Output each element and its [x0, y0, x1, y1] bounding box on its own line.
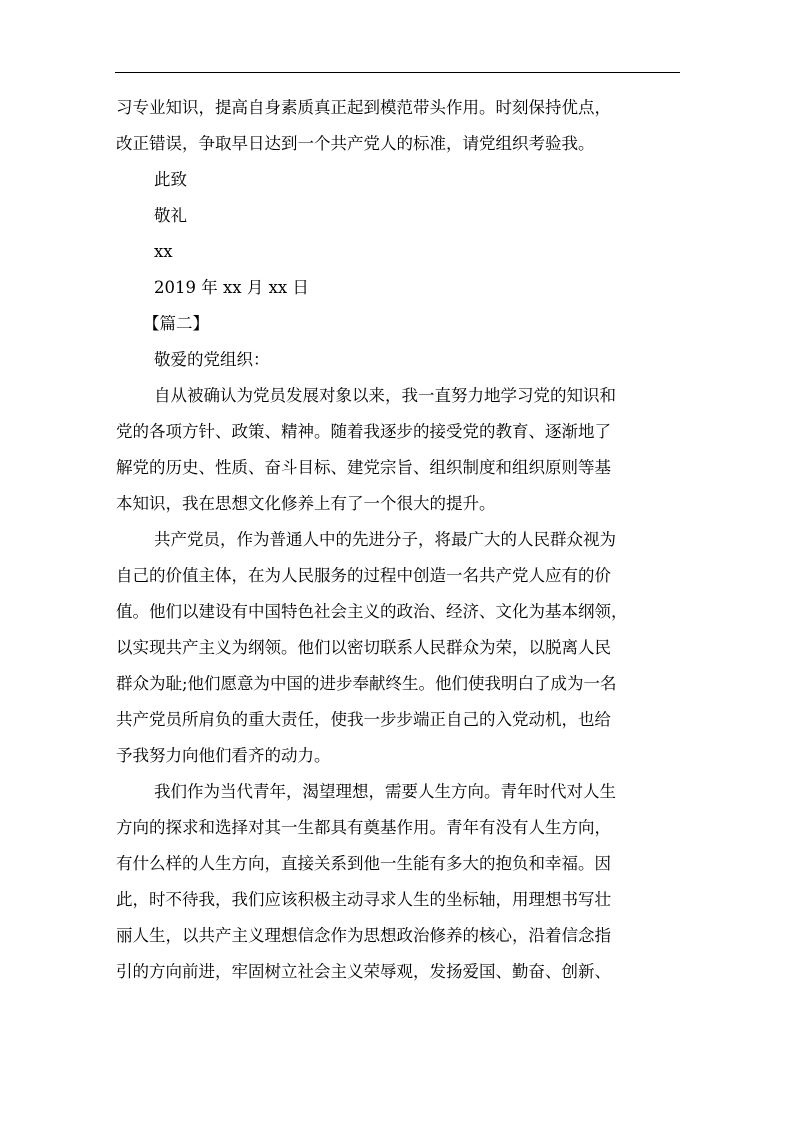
- paragraph-line: 我们作为当代青年，渴望理想，需要人生方向。青年时代对人生: [154, 782, 616, 801]
- header-rule: [115, 72, 680, 73]
- paragraph-line: 有什么样的人生方向，直接关系到他一生能有多大的抱负和幸福。因: [116, 854, 611, 873]
- paragraph-line: 引的方向前进，牢固树立社会主义荣辱观，发扬爱国、勤奋、创新、: [116, 962, 611, 981]
- paragraph-line: 值。他们以建设有中国特色社会主义的政治、经济、文化为基本纲领，: [116, 602, 628, 621]
- paragraph-line: 共产党员所肩负的重大责任，使我一步步端正自己的入党动机，也给: [116, 710, 611, 729]
- closing-salutation: 此致: [154, 170, 187, 189]
- paragraph-line: 解党的历史、性质、奋斗目标、建党宗旨、组织制度和组织原则等基: [116, 458, 611, 477]
- paragraph-line: 丽人生，以共产主义理想信念作为思想政治修养的核心，沿着信念指: [116, 926, 611, 945]
- paragraph-line: 共产党员，作为普通人中的先进分子，将最广大的人民群众视为: [154, 530, 616, 549]
- paragraph-line: 予我努力向他们看齐的动力。: [116, 746, 331, 765]
- paragraph-line: 自从被确认为党员发展对象以来，我一直努力地学习党的知识和: [154, 386, 616, 405]
- paragraph-line: 党的各项方针、政策、精神。随着我逐步的接受党的教育、逐渐地了: [116, 422, 611, 441]
- paragraph-line: 以实现共产主义为纲领。他们以密切联系人民群众为荣，以脱离人民: [116, 638, 611, 657]
- paragraph-line: 方向的探求和选择对其一生都具有奠基作用。青年有没有人生方向，: [116, 818, 611, 837]
- section-heading: 【篇二】: [143, 314, 209, 333]
- paragraph-line: 自己的价值主体，在为人民服务的过程中创造一名共产党人应有的价: [116, 566, 611, 585]
- paragraph-line: 此，时不待我，我们应该积极主动寻求人生的坐标轴，用理想书写壮: [116, 890, 611, 909]
- paragraph-line: 本知识，我在思想文化修养上有了一个很大的提升。: [116, 494, 496, 513]
- signature-date: 2019 年 xx 月 xx 日: [154, 278, 309, 297]
- paragraph-line: 群众为耻;他们愿意为中国的进步奉献终生。他们使我明白了成为一名: [116, 674, 617, 693]
- document-body: [116, 90, 686, 990]
- text-line: 改正错误，争取早日达到一个共产党人的标准，请党组织考验我。: [116, 134, 595, 153]
- closing-regards: 敬礼: [154, 206, 187, 225]
- signature-name: xx: [154, 242, 173, 261]
- letter-greeting: 敬爱的党组织：: [154, 350, 270, 369]
- text-line: 习专业知识，提高自身素质真正起到模范带头作用。时刻保持优点，: [116, 98, 611, 117]
